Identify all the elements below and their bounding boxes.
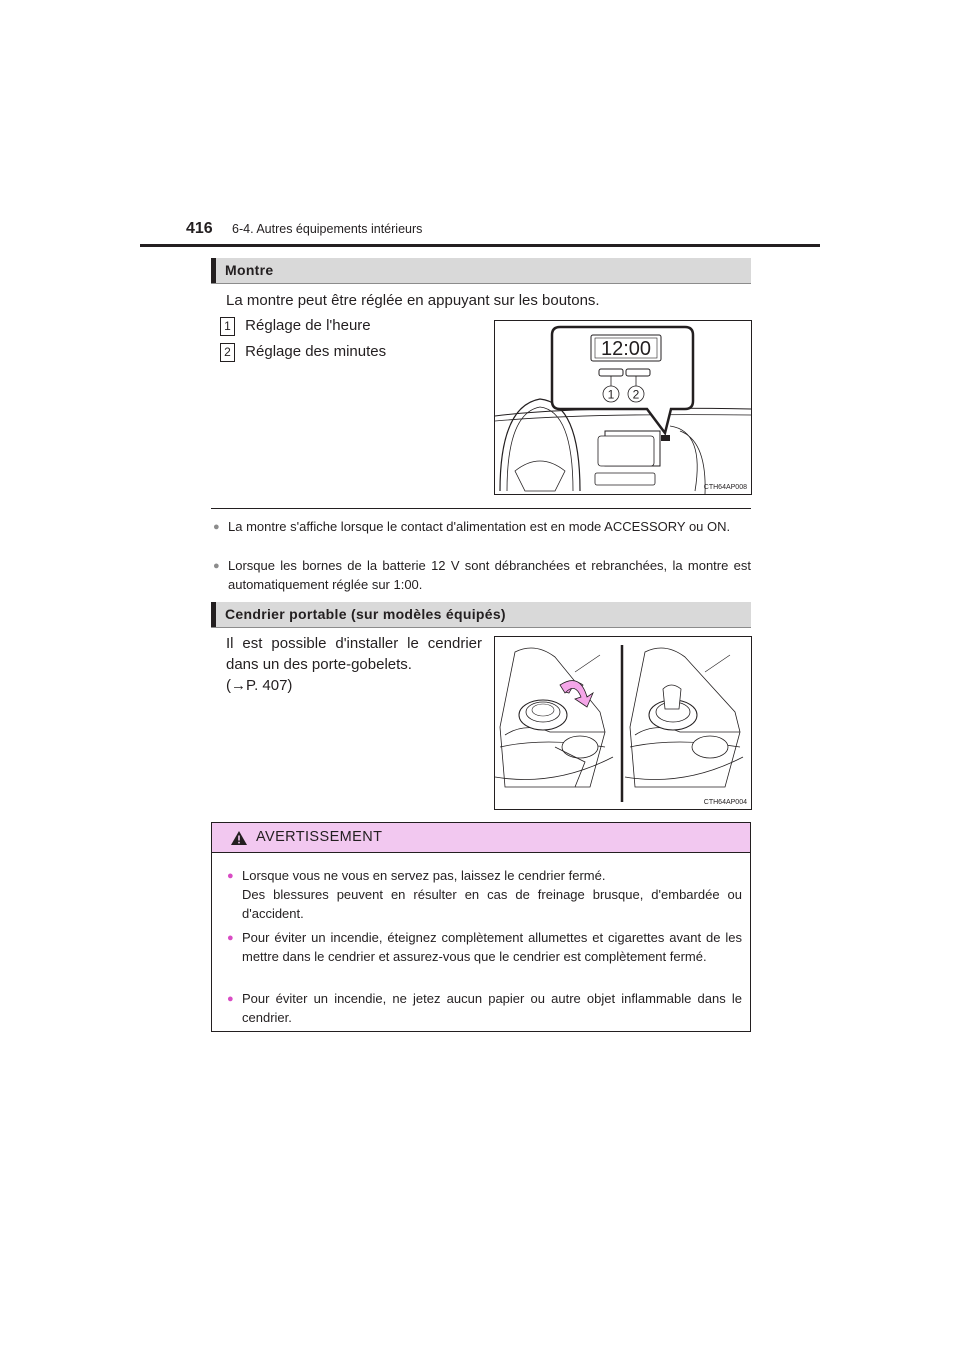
note-item xyxy=(213,517,751,536)
note-text: La montre s'affiche lorsque le contact d'alimentation est en mode ACCESSORY ou ON. xyxy=(228,519,731,534)
figure-code: CTH64AP008 xyxy=(703,484,747,491)
warning-text: Des blessures peuvent en résulter en cas de freinage brusque, d'embardée ou d'accident. xyxy=(242,887,742,921)
warning-text: Pour éviter un incendie, ne jetez aucun papier ou autre objet inflammable dans le cendrier. xyxy=(242,991,742,1025)
ashtray-text xyxy=(226,633,482,696)
dashboard-drawing xyxy=(495,321,751,494)
section-marker xyxy=(211,602,216,627)
clock-display-text: 12:00 xyxy=(600,338,652,360)
warning-item xyxy=(227,989,742,1027)
item-label: Réglage des minutes xyxy=(245,343,387,360)
bullet-icon: ● xyxy=(227,932,234,944)
ashtray-illustration xyxy=(494,636,752,810)
ashtray-drawing xyxy=(495,637,751,809)
warning-item-detail xyxy=(242,885,742,923)
note-item xyxy=(213,556,751,594)
item-label: Réglage de l'heure xyxy=(245,317,371,334)
warning-item xyxy=(227,928,742,966)
section-marker xyxy=(211,258,216,283)
header-rule xyxy=(140,244,820,247)
ashtray-text-line: Il est possible d'installer le cendrier xyxy=(226,635,482,652)
item-number: 2 xyxy=(220,343,235,362)
warning-header xyxy=(212,823,750,853)
list-item-hour xyxy=(220,316,371,336)
section-header-ashtray xyxy=(211,602,751,628)
warning-text: Pour éviter un incendie, éteignez complètement allumettes et cigarettes avant de les mettre dans le cendrier et assurez-vous que le cendrier est complètement fermé. xyxy=(242,930,742,964)
clock-illustration xyxy=(494,320,752,495)
bullet-icon: ● xyxy=(213,560,220,572)
bullet-icon: ● xyxy=(213,521,220,533)
section-title: Cendrier portable (sur modèles équipés) xyxy=(225,606,506,622)
section-title: Montre xyxy=(225,262,274,278)
warning-text: Lorsque vous ne vous en servez pas, laissez le cendrier fermé. xyxy=(242,868,606,883)
warning-box xyxy=(211,822,751,1032)
callout-2: 2 xyxy=(632,387,640,402)
figure-code: CTH64AP004 xyxy=(703,799,747,806)
bullet-icon: ● xyxy=(227,993,234,1005)
warning-item xyxy=(227,866,742,885)
bullet-icon: ● xyxy=(227,870,234,882)
item-number: 1 xyxy=(220,317,235,336)
section-header-clock xyxy=(211,258,751,284)
warning-triangle-icon xyxy=(230,830,248,846)
list-item-minutes xyxy=(220,342,386,362)
ashtray-text-line: dans un des porte-gobelets. xyxy=(226,656,412,673)
page-number: 416 xyxy=(186,220,213,237)
chapter-title: 6-4. Autres équipements intérieurs xyxy=(232,222,423,236)
section-divider xyxy=(211,508,751,509)
callout-1: 1 xyxy=(607,387,615,402)
page-reference: (→P. 407) xyxy=(226,677,293,694)
warning-title: AVERTISSEMENT xyxy=(256,829,383,845)
note-text: Lorsque les bornes de la batterie 12 V sont débranchées et rebranchées, la montre est automatiquement réglée sur 1:00. xyxy=(228,558,751,592)
clock-intro: La montre peut être réglée en appuyant sur les boutons. xyxy=(226,292,600,309)
